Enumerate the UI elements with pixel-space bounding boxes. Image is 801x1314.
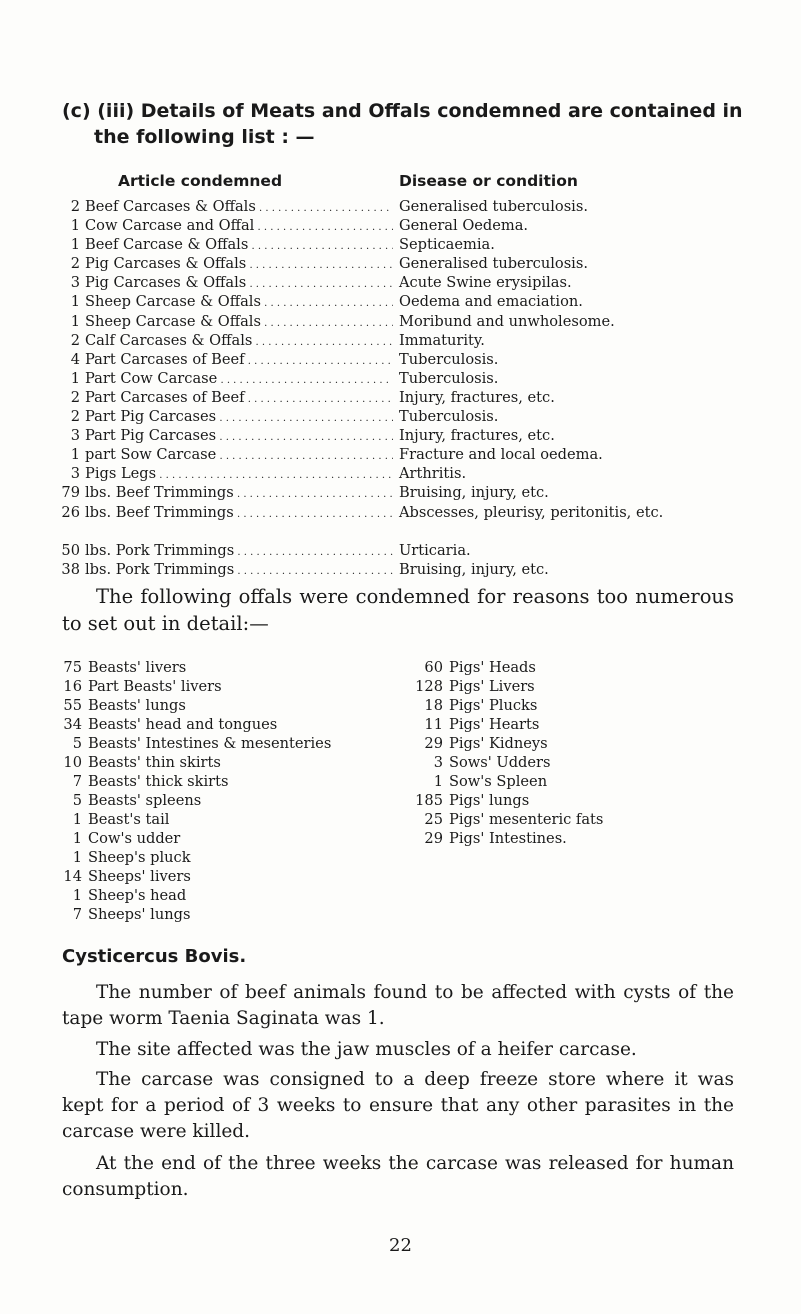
row-article: Part Pig Carcases . . .	[85, 407, 393, 428]
item-label: Pigs' Kidneys	[449, 735, 548, 752]
table-row	[58, 445, 748, 464]
list-item	[411, 696, 741, 715]
row-disease: Tuberculosis.	[399, 369, 499, 387]
row-disease: Acute Swine erysipilas.	[399, 274, 572, 292]
row-disease: Immaturity.	[399, 331, 485, 349]
list-item	[411, 734, 741, 753]
row-article: Sheep Carcase & Offals . . .	[85, 292, 393, 313]
item-quantity: 14	[63, 868, 82, 885]
item-label: Beasts' Intestines & mesenteries	[88, 735, 332, 752]
heading-line-1: (c) (iii) Details of Meats and Offals condemned are contained in	[62, 100, 743, 122]
item-quantity: 34	[63, 716, 82, 733]
list-item	[58, 886, 388, 905]
list-item	[411, 791, 741, 810]
list-item	[58, 867, 388, 886]
item-label: Beasts' livers	[88, 659, 187, 676]
item-label: Beasts' thick skirts	[88, 773, 229, 790]
page-number: 22	[389, 1235, 412, 1256]
item-label: Beasts' spleens	[88, 792, 202, 809]
item-quantity: 16	[63, 678, 82, 695]
row-disease: Septicaemia.	[399, 236, 495, 254]
row-article: Part Carcases of Beef . . .	[85, 388, 393, 409]
row-quantity: 3	[70, 274, 80, 292]
row-article: Pigs Legs . . .	[85, 464, 393, 485]
row-article: lbs. Beef Trimmings . . .	[85, 483, 393, 504]
list-item	[58, 734, 388, 753]
cysticercus-paragraph-1: The number of beef animals found to be affected with cysts of the tape worm Taenia Saginata was 1.	[62, 982, 734, 1029]
row-disease: Tuberculosis.	[399, 350, 499, 368]
item-label: Cow's udder	[88, 830, 181, 847]
row-disease: Bruising, injury, etc.	[399, 560, 549, 578]
table-row	[58, 464, 748, 483]
item-quantity: 55	[63, 697, 82, 714]
list-item	[58, 772, 388, 791]
article-column-header: Article condemned	[118, 172, 283, 190]
row-quantity: 2	[70, 331, 80, 349]
item-quantity: 25	[424, 811, 443, 828]
item-quantity: 5	[72, 735, 82, 752]
table-row	[58, 331, 748, 350]
row-article: Calf Carcases & Offals . . .	[85, 331, 393, 352]
table-row	[58, 407, 748, 426]
item-quantity: 3	[433, 754, 443, 771]
table-row	[58, 483, 748, 502]
item-label: Pigs' Intestines.	[449, 830, 567, 847]
item-quantity: 29	[424, 830, 443, 847]
item-label: Pigs' Heads	[449, 659, 536, 676]
offals-list-right	[411, 658, 741, 848]
item-label: Pigs' Livers	[449, 678, 535, 695]
item-quantity: 7	[72, 906, 82, 923]
row-quantity: 79	[61, 484, 80, 502]
row-quantity: 3	[70, 465, 80, 483]
row-article: Beef Carcase & Offals . . .	[85, 235, 393, 256]
table-row	[58, 312, 748, 331]
row-article: Part Carcases of Beef . . .	[85, 350, 393, 371]
table-row	[58, 560, 748, 579]
row-quantity: 4	[70, 350, 80, 368]
item-label: Pigs' Plucks	[449, 697, 538, 714]
item-quantity: 75	[63, 659, 82, 676]
row-disease: General Oedema.	[399, 217, 529, 235]
item-quantity: 1	[72, 887, 82, 904]
item-label: Part Beasts' livers	[88, 678, 222, 695]
item-quantity: 5	[72, 792, 82, 809]
row-disease: Generalised tuberculosis.	[399, 255, 588, 273]
table-row	[58, 197, 748, 216]
offals-list-left	[58, 658, 388, 924]
row-article: Part Cow Carcase . . .	[85, 369, 393, 390]
item-quantity: 1	[72, 849, 82, 866]
item-label: Sheeps' livers	[88, 868, 191, 885]
list-item	[58, 753, 388, 772]
row-disease: Injury, fractures, etc.	[399, 388, 555, 406]
item-quantity: 1	[433, 773, 443, 790]
table-row	[58, 369, 748, 388]
item-label: Beast's tail	[88, 811, 170, 828]
table-row	[58, 541, 748, 560]
list-item	[411, 677, 741, 696]
item-quantity: 60	[424, 659, 443, 676]
cysticercus-paragraph-2: The site affected was the jaw muscles of a heifer carcase.	[96, 1039, 637, 1060]
list-item	[58, 810, 388, 829]
table-row	[58, 254, 748, 273]
table-row	[58, 216, 748, 235]
list-item	[58, 791, 388, 810]
table-row	[58, 235, 748, 254]
row-quantity: 1	[70, 312, 80, 330]
row-disease: Moribund and unwholesome.	[399, 312, 615, 330]
row-disease: Urticaria.	[399, 541, 471, 559]
row-disease: Arthritis.	[399, 465, 467, 483]
table-row	[58, 388, 748, 407]
row-article: Pig Carcases & Offals . . .	[85, 254, 393, 275]
list-item	[58, 658, 388, 677]
row-quantity: 2	[70, 198, 80, 215]
list-item	[58, 677, 388, 696]
row-article: lbs. Pork Trimmings . . .	[85, 541, 393, 562]
item-label: Pigs' Hearts	[449, 716, 540, 733]
offals-intro: The following offals were condemned for reasons too numerous to set out in detail:—	[62, 585, 734, 635]
row-disease: Fracture and local oedema.	[399, 446, 603, 464]
row-article: Beef Carcases & Offals . . .	[85, 197, 393, 218]
item-quantity: 1	[72, 811, 82, 828]
table-row	[58, 426, 748, 445]
row-article: lbs. Pork Trimmings . . .	[85, 560, 393, 581]
list-item	[58, 905, 388, 924]
list-item	[411, 715, 741, 734]
table-row	[58, 292, 748, 311]
item-label: Sheep's pluck	[88, 849, 191, 866]
condemned-table	[58, 197, 748, 579]
row-quantity: 26	[61, 503, 80, 521]
row-quantity: 2	[70, 408, 80, 426]
list-item	[58, 848, 388, 867]
item-quantity: 185	[415, 792, 443, 809]
table-row	[58, 350, 748, 369]
list-item	[411, 753, 741, 772]
item-label: Pigs' lungs	[449, 792, 530, 809]
row-disease: Tuberculosis.	[399, 408, 499, 426]
row-article: Cow Carcase and Offal . . .	[85, 216, 393, 237]
item-quantity: 18	[424, 697, 443, 714]
row-disease: Abscesses, pleurisy, peritonitis, etc.	[399, 503, 664, 521]
item-quantity: 29	[424, 735, 443, 752]
row-quantity: 50	[61, 541, 80, 559]
heading-line-2: the following list : —	[94, 126, 315, 148]
item-quantity: 128	[415, 678, 443, 695]
row-quantity: 1	[70, 446, 80, 464]
row-quantity: 1	[70, 369, 80, 387]
cysticercus-title: Cysticercus Bovis.	[62, 946, 247, 967]
item-quantity: 7	[72, 773, 82, 790]
row-quantity: 2	[70, 388, 80, 406]
cysticercus-paragraph-4: At the end of the three weeks the carcase was released for human consumption.	[62, 1153, 734, 1200]
item-label: Sow's Spleen	[449, 773, 548, 790]
item-label: Beasts' head and tongues	[88, 716, 278, 733]
item-label: Sheep's head	[88, 887, 187, 904]
list-item	[58, 829, 388, 848]
row-quantity: 38	[61, 560, 80, 578]
row-quantity: 1	[70, 293, 80, 311]
list-item	[411, 810, 741, 829]
row-article: Sheep Carcase & Offals . . .	[85, 312, 393, 333]
row-disease: Oedema and emaciation.	[399, 293, 583, 311]
row-article: part Sow Carcase . . .	[85, 445, 393, 466]
row-quantity: 2	[70, 255, 80, 273]
item-quantity: 1	[72, 830, 82, 847]
disease-column-header: Disease or condition	[399, 172, 578, 190]
item-label: Beasts' thin skirts	[88, 754, 221, 771]
row-article: Pig Carcases & Offals . . .	[85, 273, 393, 294]
cysticercus-paragraph-3: The carcase was consigned to a deep freeze store where it was kept for a period of 3 weeks to ensure that any other parasites in the carcase were killed.	[62, 1069, 734, 1142]
item-label: Pigs' mesenteric fats	[449, 811, 604, 828]
row-disease: Generalised tuberculosis.	[399, 198, 588, 215]
table-row	[58, 273, 748, 292]
list-item	[58, 696, 388, 715]
list-item	[58, 715, 388, 734]
item-label: Beasts' lungs	[88, 697, 186, 714]
table-row	[58, 503, 748, 541]
list-item	[411, 772, 741, 791]
list-item	[411, 658, 741, 677]
item-quantity: 10	[63, 754, 82, 771]
row-quantity: 1	[70, 236, 80, 254]
row-disease: Bruising, injury, etc.	[399, 484, 549, 502]
row-quantity: 1	[70, 217, 80, 235]
list-item	[411, 829, 741, 848]
item-label: Sheeps' lungs	[88, 906, 191, 923]
row-disease: Injury, fractures, etc.	[399, 427, 555, 445]
row-article: Part Pig Carcases . . .	[85, 426, 393, 447]
row-quantity: 3	[70, 427, 80, 445]
section-heading	[62, 98, 752, 150]
item-quantity: 11	[424, 716, 443, 733]
item-label: Sows' Udders	[449, 754, 551, 771]
row-article: lbs. Beef Trimmings . . .	[85, 503, 393, 524]
